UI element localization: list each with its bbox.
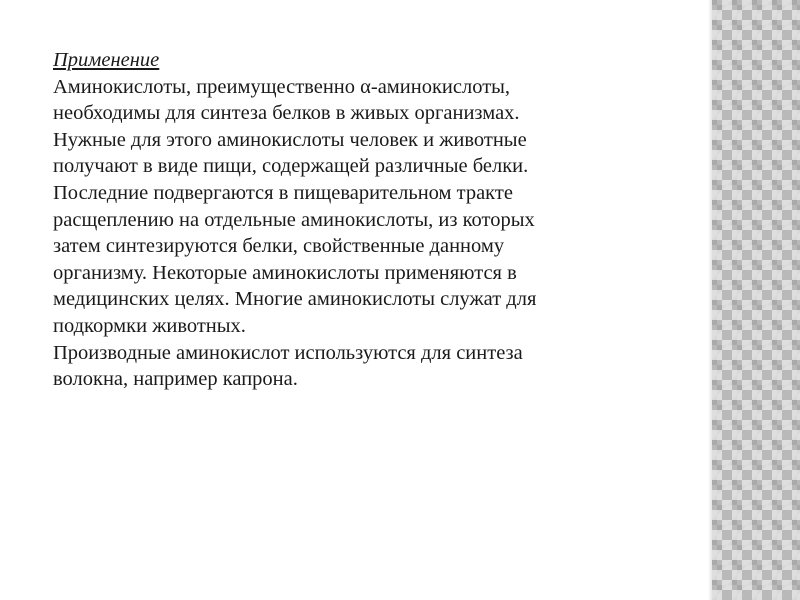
slide-heading: Применение bbox=[53, 49, 160, 71]
paragraph-line: расщеплению на отдельные аминокислоты, из которых bbox=[53, 208, 535, 231]
paragraph-line: необходимы для синтеза белков в живых организмах. bbox=[53, 102, 520, 125]
decorative-side-band bbox=[712, 0, 800, 600]
paragraph-line: волокна, например капрона. bbox=[53, 368, 298, 391]
paragraph-line: получают в виде пищи, содержащей различные белки. bbox=[53, 155, 529, 178]
paragraph-line: Последние подвергаются в пищеварительном тракте bbox=[53, 181, 513, 204]
paragraph-line: Производные аминокислот используются для синтеза bbox=[53, 341, 523, 364]
paragraph-line: Нужные для этого аминокислоты человек и животные bbox=[53, 128, 527, 151]
paragraph-line: организму. Некоторые аминокислоты применяются в bbox=[53, 261, 517, 284]
paragraph-line: затем синтезируются белки, свойственные данному bbox=[53, 235, 505, 258]
slide-text-block bbox=[53, 47, 703, 393]
paragraph-line: Аминокислоты, преимущественно α-аминокислоты, bbox=[53, 75, 511, 98]
paragraph-line: медицинских целях. Многие аминокислоты служат для bbox=[53, 288, 537, 311]
paragraph-line: подкормки животных. bbox=[53, 314, 246, 337]
